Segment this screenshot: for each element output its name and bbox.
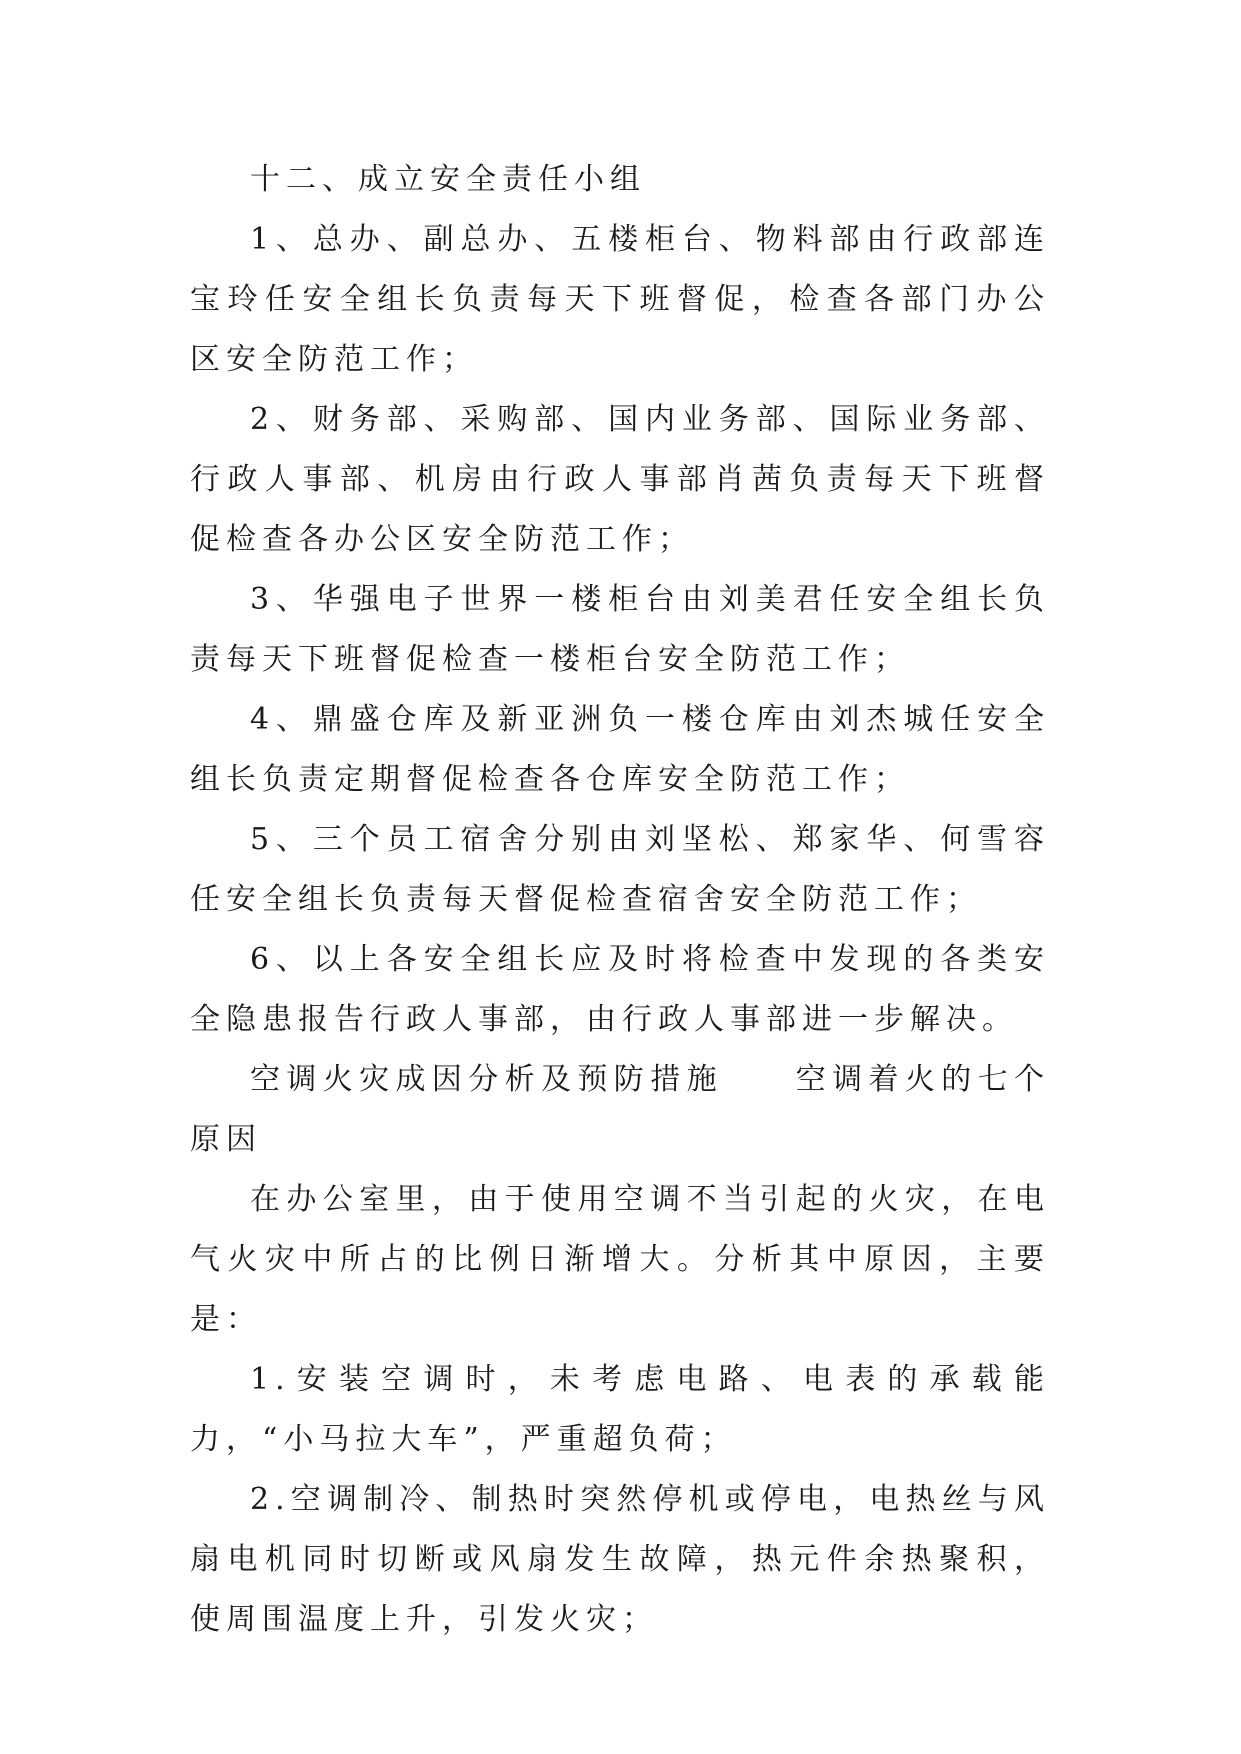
paragraph: 4、鼎盛仓库及新亚洲负一楼仓库由刘杰城任安全组长负责定期督促检查各仓库安全防范工作； bbox=[190, 702, 1050, 797]
paragraph: 1.安装空调时，未考虑电路、电表的承载能力，“小马拉大车”，严重超负荷； bbox=[190, 1362, 1050, 1457]
paragraph: 5、三个员工宿舍分别由刘坚松、郑家华、何雪容任安全组长负责每天督促检查宿舍安全防范工作； bbox=[190, 822, 1050, 917]
section-heading: 空调火灾成因分析及预防措施 空调着火的七个原因 bbox=[190, 1062, 1050, 1157]
paragraph: 2、财务部、采购部、国内业务部、国际业务部、行政人事部、机房由行政人事部肖茜负责每天下班督促检查各办公区安全防范工作； bbox=[190, 402, 1050, 557]
document-body bbox=[190, 150, 1050, 1650]
section-heading: 十二、成立安全责任小组 bbox=[250, 162, 646, 197]
paragraph: 6、以上各安全组长应及时将检查中发现的各类安全隐患报告行政人事部，由行政人事部进一步解决。 bbox=[190, 942, 1050, 1037]
paragraph: 在办公室里，由于使用空调不当引起的火灾，在电气火灾中所占的比例日渐增大。分析其中原因，主要是： bbox=[190, 1182, 1050, 1337]
paragraph: 2.空调制冷、制热时突然停机或停电，电热丝与风扇电机同时切断或风扇发生故障，热元件余热聚积，使周围温度上升，引发火灾； bbox=[190, 1482, 1050, 1637]
paragraph: 1、总办、副总办、五楼柜台、物料部由行政部连宝玲任安全组长负责每天下班督促，检查各部门办公区安全防范工作； bbox=[190, 222, 1050, 377]
paragraph: 3、华强电子世界一楼柜台由刘美君任安全组长负责每天下班督促检查一楼柜台安全防范工作； bbox=[190, 582, 1050, 677]
